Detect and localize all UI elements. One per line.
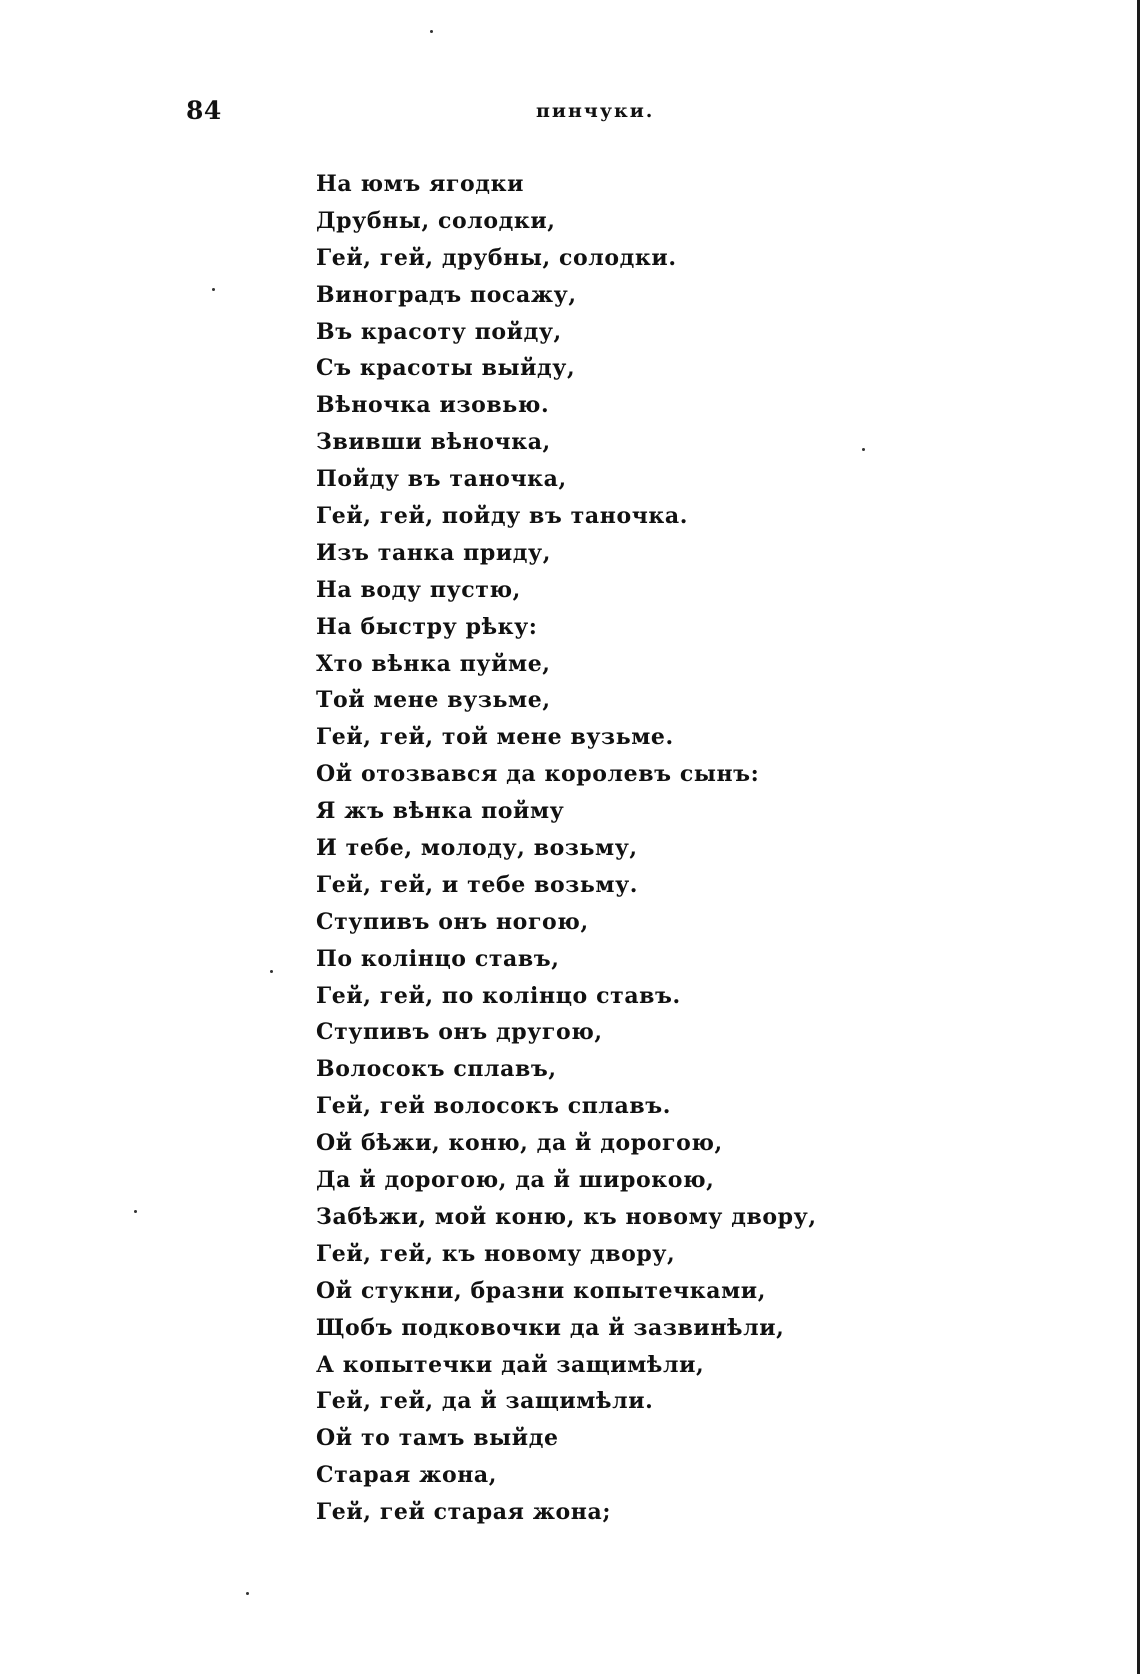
poem-line: Волосокъ сплавъ, (316, 1056, 557, 1083)
poem-text (316, 166, 817, 1531)
poem-line: Ой стукни, бразни копытечками, (316, 1277, 766, 1304)
poem-line: Ой отозвався да королевъ сынъ: (316, 761, 760, 788)
scan-speck (270, 970, 273, 973)
poem-line: На юмъ ягодки (316, 171, 524, 197)
poem-line: Той мене вузьме, (316, 687, 551, 714)
poem-line: Хто вѣнка пуйме, (316, 650, 551, 677)
poem-line: Гей, гей, къ новому двору, (316, 1240, 676, 1267)
poem-line: Гей, гей, пойду въ таночка. (316, 503, 689, 530)
poem-line: Гей, гей, да й защимѣли. (316, 1388, 654, 1415)
scan-speck (246, 1592, 249, 1595)
poem-line: И тебе, молоду, возьму, (316, 835, 638, 862)
poem-line: Забѣжи, мой коню, къ новому двору, (316, 1203, 817, 1230)
poem-line: Ой бѣжи, коню, да й дорогою, (316, 1130, 723, 1157)
poem-line: Въ красоту пойду, (316, 318, 562, 345)
poem-line: Гей, гей, и тебе возьму. (316, 871, 639, 898)
scan-speck (134, 1210, 137, 1213)
poem-line: На быстру рѣку: (316, 613, 538, 640)
poem-line: Ступивъ онъ другою, (316, 1019, 603, 1046)
poem-line: Виноградъ посажу, (316, 281, 577, 308)
poem-line: А копытечки дай защимѣли, (316, 1351, 705, 1378)
poem-line: Гей, гей старая жона; (316, 1499, 612, 1526)
running-title: пинчуки. (536, 100, 655, 122)
scan-speck (212, 288, 215, 291)
poem-line: Изъ танка приду, (316, 539, 551, 566)
poem-line: Друбны, солодки, (316, 207, 556, 234)
poem-line: Гей, гей, по колінцо ставъ. (316, 982, 681, 1009)
poem-line: Гей, гей, той мене вузьме. (316, 724, 674, 751)
poem-line: Я жъ вѣнка пойму (316, 798, 565, 825)
poem-line: Ой то тамъ выйде (316, 1425, 559, 1452)
poem-line: Съ красоты выйду, (316, 355, 576, 382)
scan-speck (430, 30, 433, 33)
poem-line: Да й дорогою, да й широкою, (316, 1167, 715, 1194)
poem-line: Вѣночка изовью. (316, 392, 550, 419)
poem-line: Гей, гей, друбны, солодки. (316, 244, 677, 271)
poem-line: Ступивъ онъ ногою, (316, 908, 589, 935)
running-head (0, 96, 1140, 136)
poem-line: Щобъ подковочки да й зазвинѣли, (316, 1314, 785, 1341)
poem-line: Гей, гей волосокъ сплавъ. (316, 1093, 672, 1120)
poem-line: По колінцо ставъ, (316, 945, 560, 972)
scan-speck (862, 448, 865, 451)
poem-line: На воду пустю, (316, 576, 521, 603)
page-number: 84 (186, 96, 222, 125)
poem-line: Звивши вѣночка, (316, 429, 551, 456)
poem-line: Старая жона, (316, 1462, 498, 1489)
poem-line: Пойду въ таночка, (316, 466, 567, 493)
